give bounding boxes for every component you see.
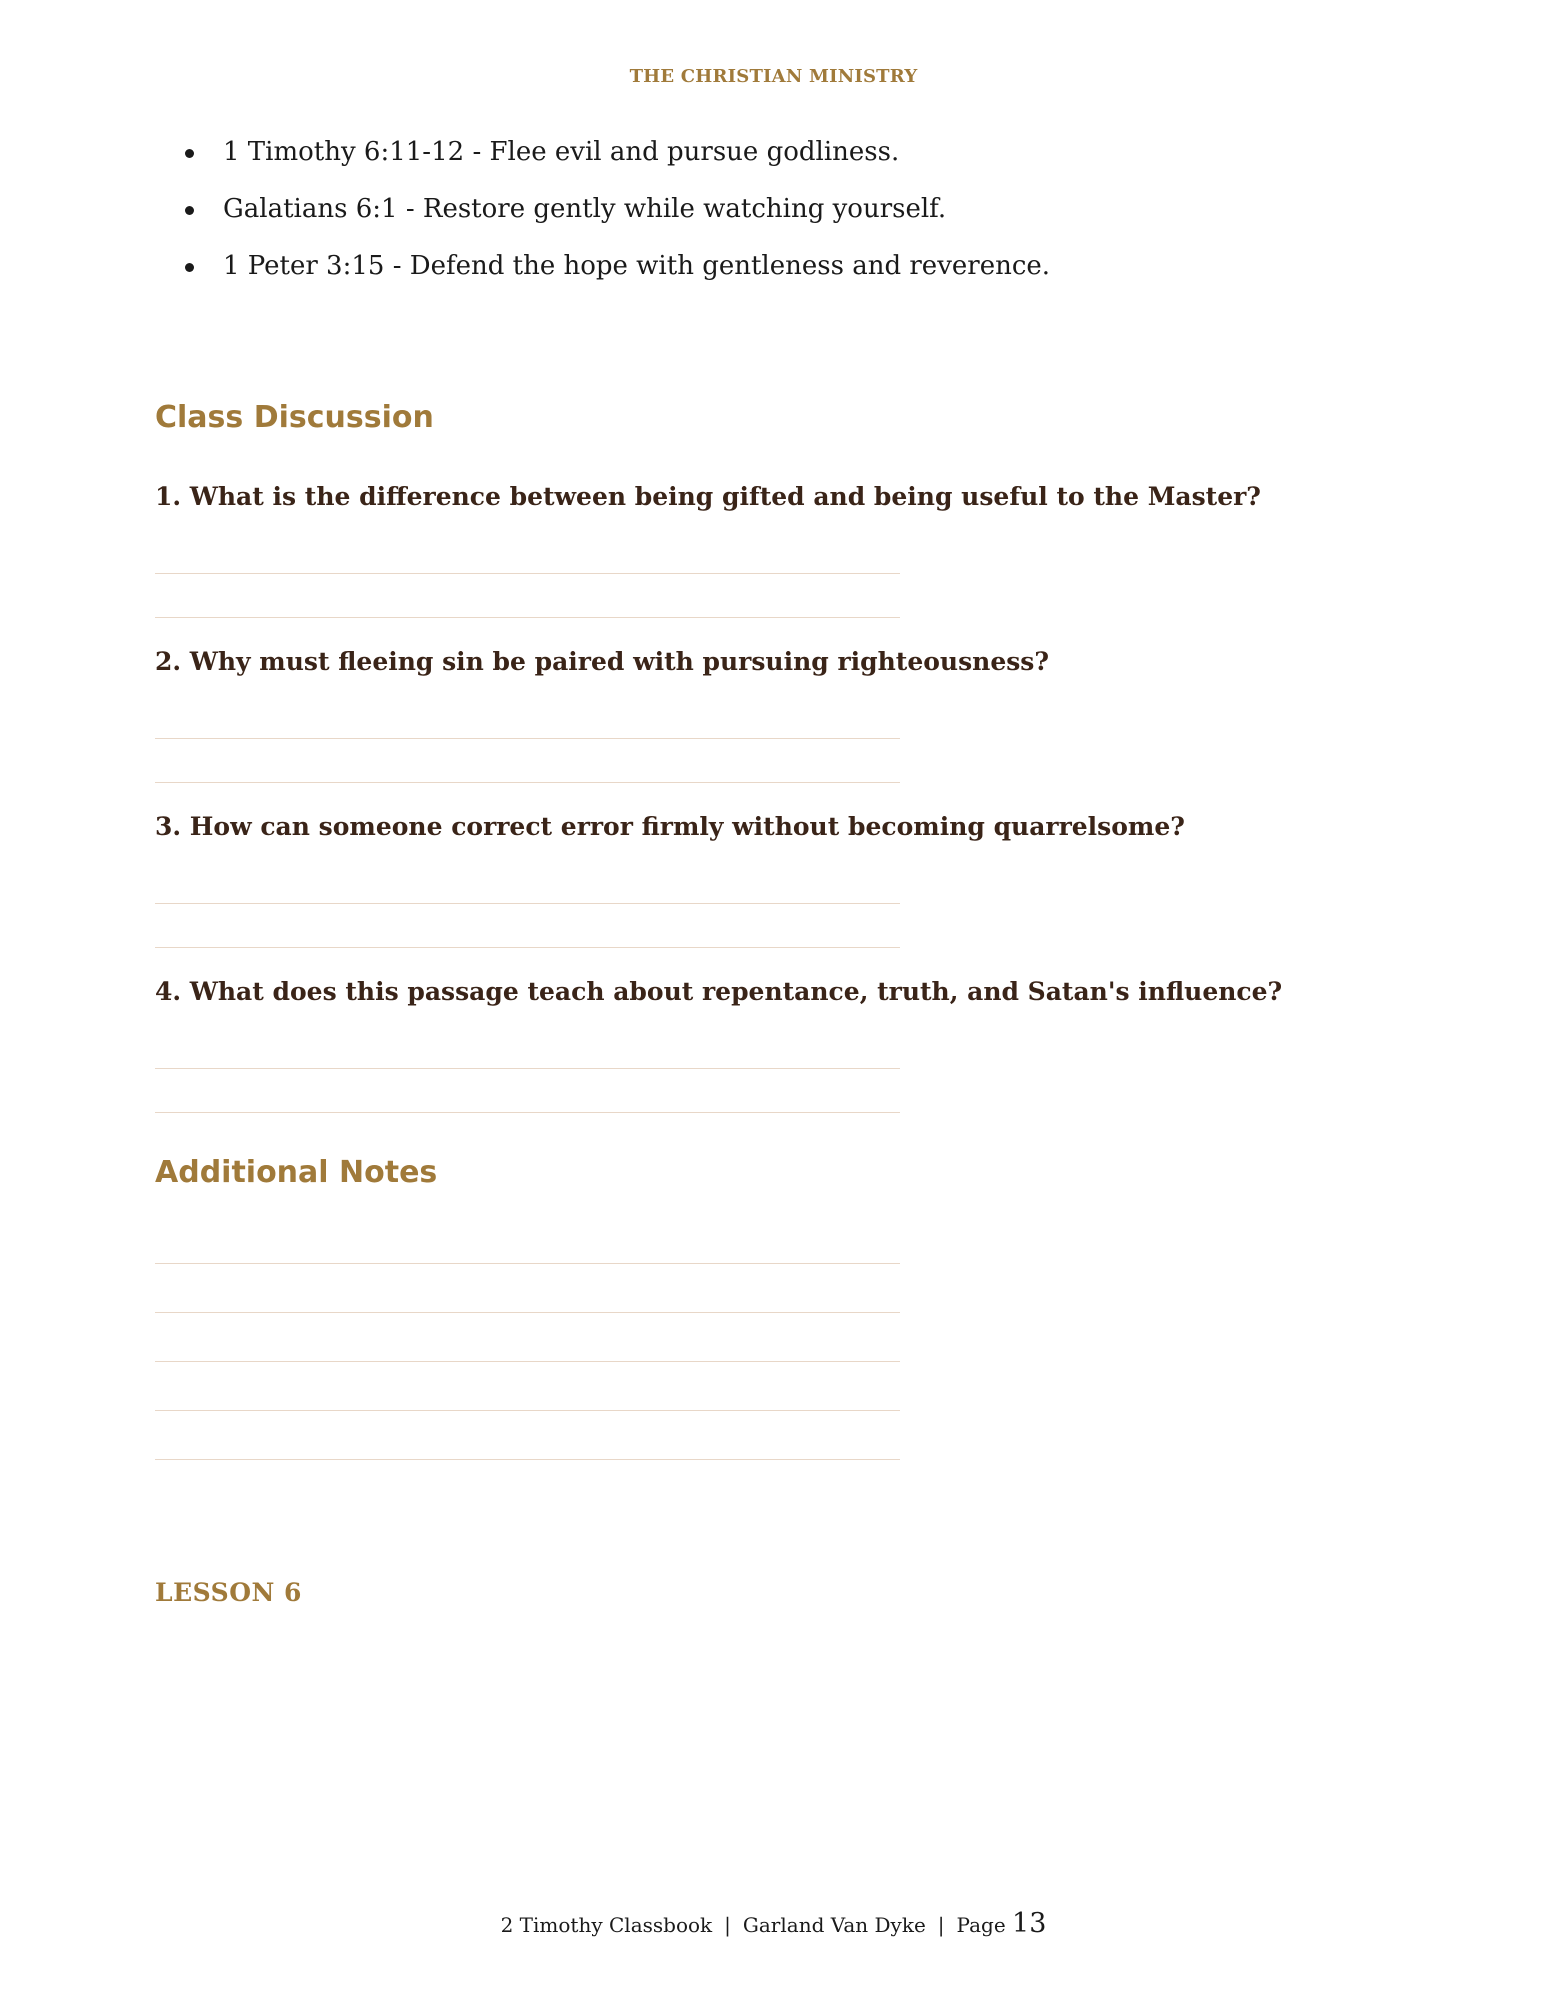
bullet-text: 1 Timothy 6:11-12 - Flee evil and pursue godliness. <box>223 137 900 167</box>
answer-line[interactable] <box>155 782 900 783</box>
discussion-question-2: 2. Why must fleeing sin be paired with pursuing righteousness? <box>155 647 1050 676</box>
class-discussion-heading: Class Discussion <box>155 400 434 435</box>
bullet-dot-icon <box>185 263 194 272</box>
notes-line[interactable] <box>155 1361 900 1362</box>
answer-line[interactable] <box>155 617 900 618</box>
discussion-question-4: 4. What does this passage teach about repentance, truth, and Satan's influence? <box>155 977 1283 1006</box>
additional-notes-heading: Additional Notes <box>155 1155 438 1190</box>
bullet-item <box>155 136 1050 169</box>
discussion-question-1: 1. What is the difference between being gifted and being useful to the Master? <box>155 482 1261 511</box>
answer-line[interactable] <box>155 1068 900 1069</box>
footer-book-title: 2 Timothy Classbook <box>500 1913 713 1937</box>
answer-line[interactable] <box>155 738 900 739</box>
footer-separator: | <box>937 1913 945 1937</box>
running-header: THE CHRISTIAN MINISTRY <box>629 66 918 87</box>
notes-line[interactable] <box>155 1459 900 1460</box>
answer-line[interactable] <box>155 903 900 904</box>
footer-author: Garland Van Dyke <box>742 1913 926 1937</box>
bullet-item <box>155 193 1050 226</box>
notes-line[interactable] <box>155 1410 900 1411</box>
bullet-dot-icon <box>185 206 194 215</box>
discussion-question-3: 3. How can someone correct error firmly without becoming quarrelsome? <box>155 812 1185 841</box>
notes-line[interactable] <box>155 1312 900 1313</box>
answer-line[interactable] <box>155 1112 900 1113</box>
bullet-item <box>155 250 1050 283</box>
notes-line[interactable] <box>155 1263 900 1264</box>
answer-line[interactable] <box>155 573 900 574</box>
bullet-dot-icon <box>185 149 194 158</box>
page-footer <box>0 1908 1547 1939</box>
footer-page-number: 13 <box>1012 1908 1047 1939</box>
answer-line[interactable] <box>155 947 900 948</box>
bullet-text: 1 Peter 3:15 - Defend the hope with gentleness and reverence. <box>223 251 1051 281</box>
scripture-bullet-list <box>155 136 1050 307</box>
footer-page-label: Page <box>956 1913 1006 1937</box>
lesson-label: LESSON 6 <box>155 1578 302 1607</box>
footer-separator: | <box>724 1913 731 1937</box>
bullet-text: Galatians 6:1 - Restore gently while watching yourself. <box>223 194 947 224</box>
